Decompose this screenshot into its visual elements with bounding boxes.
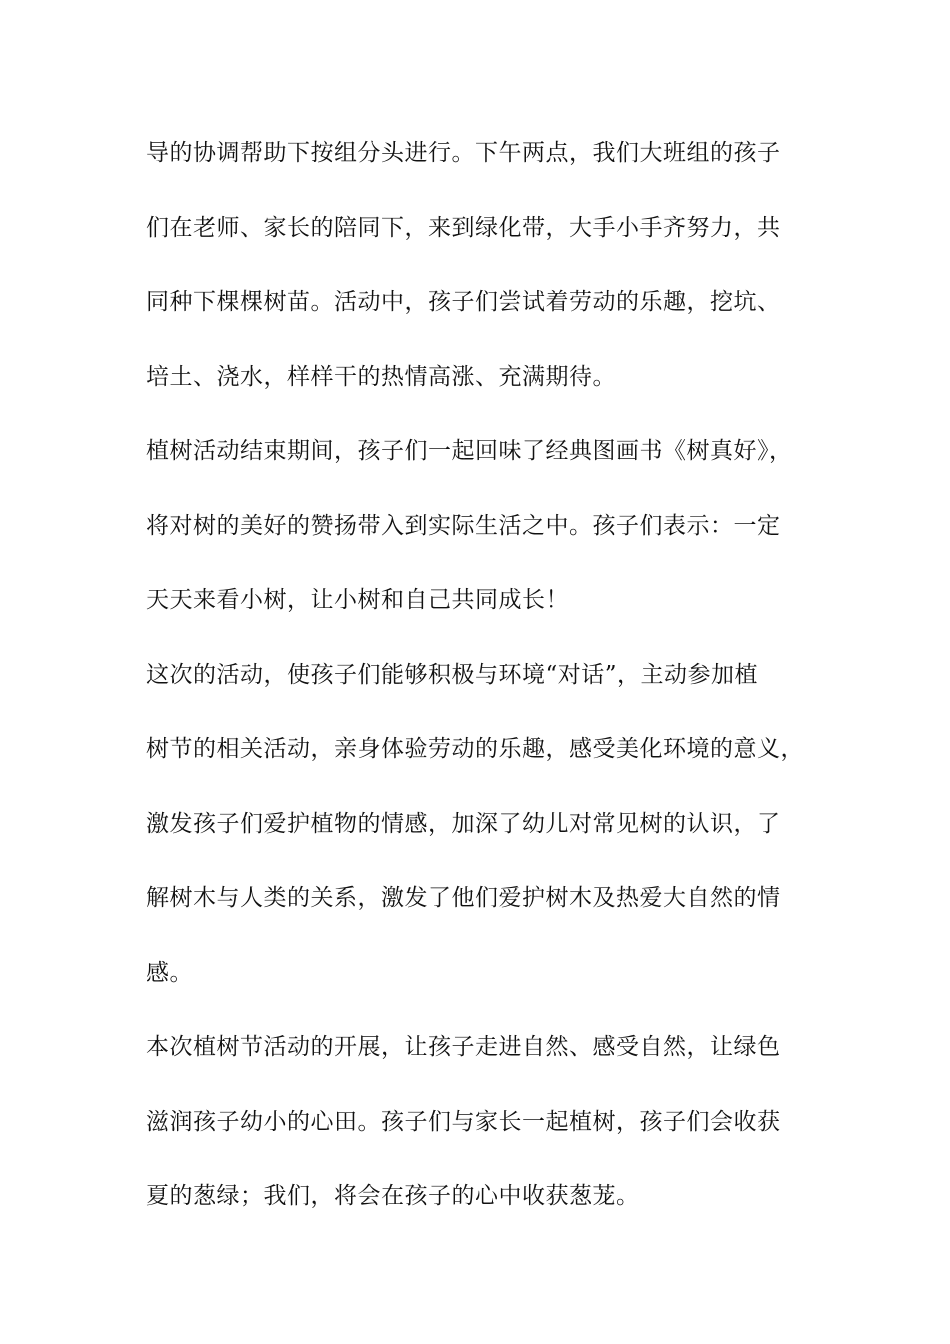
- text-line-15: 夏的葱绿；我们，将会在孩子的心中收获葱茏。: [146, 1183, 640, 1209]
- text-line-14: 滋润孩子幼小的心田。孩子们与家长一起植树，孩子们会收获: [146, 1108, 781, 1135]
- text-line-4: 培土、浇水，样样干的热情高涨、充满期待。: [146, 363, 616, 390]
- text-line-3: 同种下棵棵树苗。活动中，孩子们尝试着劳动的乐趣，挖坑、: [146, 289, 781, 315]
- text-line-1: 导的协调帮助下按组分头进行。下午两点，我们大班组的孩子: [146, 140, 781, 166]
- text-line-11: 解树木与人类的关系，激发了他们爱护树木及热爱大自然的情: [146, 885, 781, 911]
- text-line-5: 植树活动结束期间，孩子们一起回味了经典图画书《树真好》，: [146, 438, 793, 464]
- text-line-13: 本次植树节活动的开展，让孩子走进自然、感受自然，让绿色: [146, 1034, 781, 1060]
- body-text: [146, 128, 826, 1246]
- text-line-6: 将对树的美好的赞扬带入到实际生活之中。孩子们表示：一定: [146, 512, 781, 539]
- text-line-10: 激发孩子们爱护植物的情感，加深了幼儿对常见树的认识，了: [146, 810, 781, 837]
- text-line-8: 这次的活动，使孩子们能够积极与环境“对话”，主动参加植: [146, 661, 759, 688]
- text-line-7: 天天来看小树，让小树和自己共同成长！: [146, 587, 569, 613]
- text-line-12: 感。: [146, 959, 193, 986]
- text-line-2: 们在老师、家长的陪同下，来到绿化带，大手小手齐努力，共: [146, 214, 781, 241]
- text-line-9: 树节的相关活动，亲身体验劳动的乐趣，感受美化环境的意义，: [146, 736, 804, 762]
